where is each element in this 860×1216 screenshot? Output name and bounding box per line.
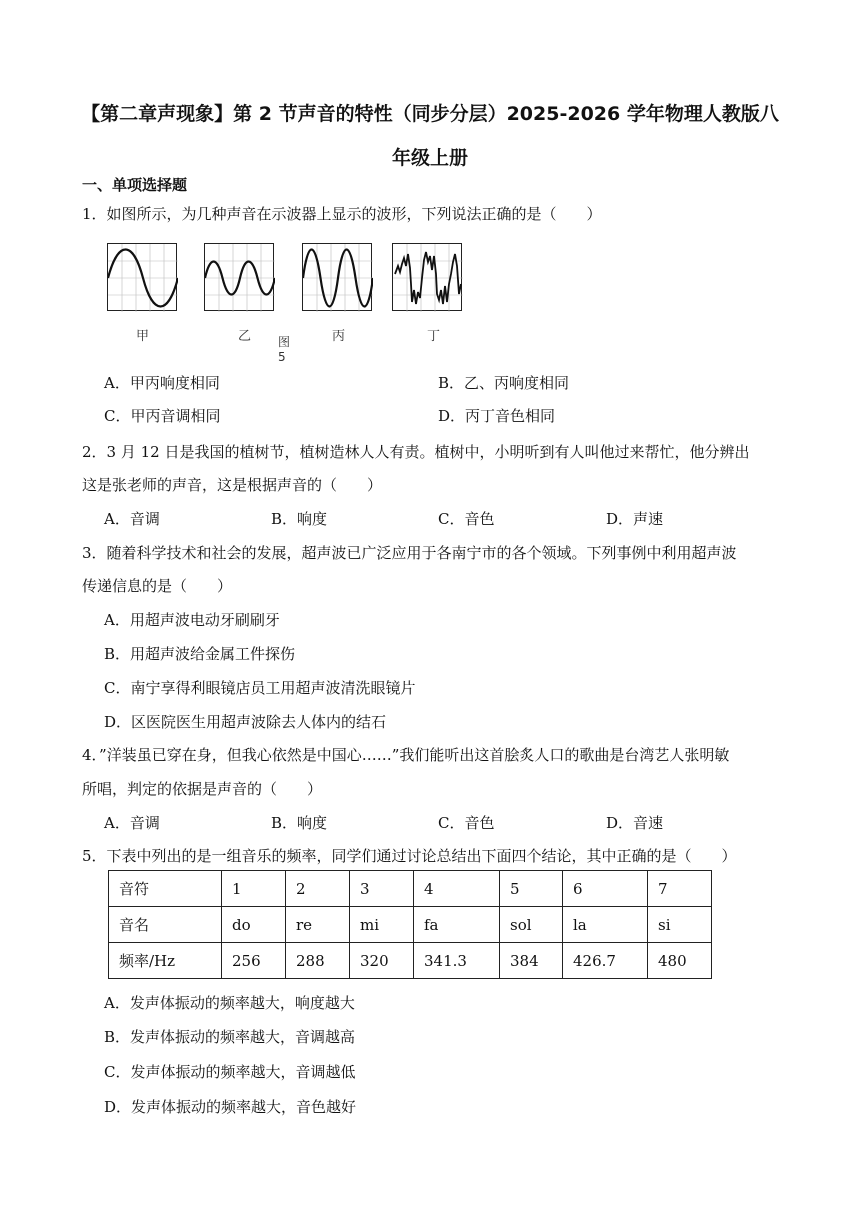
waveform-ding — [392, 243, 462, 311]
table-cell: 2 — [286, 871, 350, 907]
waveform-yi — [204, 243, 274, 311]
q2-stem-line-2: 这是张老师的声音，这是根据声音的（ ） — [82, 476, 383, 494]
waveform-bing — [302, 243, 372, 311]
q2-option-b[interactable]: B．响度 — [271, 510, 328, 528]
section-heading: 一、单项选择题 — [82, 176, 188, 194]
table-cell: sol — [500, 907, 563, 943]
q5-option-b[interactable]: B．发声体振动的频率越大，音调越高 — [104, 1028, 356, 1046]
figure-caption: 图5 — [278, 335, 291, 364]
waveform-label-jia: 甲 — [136, 329, 150, 344]
table-cell: 288 — [286, 943, 350, 979]
q5-option-d[interactable]: D．发声体振动的频率越大，音色越好 — [104, 1098, 357, 1116]
table-cell: do — [222, 907, 286, 943]
page-title — [60, 92, 800, 180]
table-cell: 1 — [222, 871, 286, 907]
q2-option-d[interactable]: D．声速 — [606, 510, 664, 528]
q3-option-a[interactable]: A．用超声波电动牙刷刷牙 — [104, 611, 280, 629]
q3-option-b[interactable]: B．用超声波给金属工件探伤 — [104, 645, 296, 663]
q4-option-c[interactable]: C．音色 — [438, 814, 495, 832]
title-line-2: 年级上册 — [391, 147, 468, 169]
table-cell: 256 — [222, 943, 286, 979]
q2-option-a[interactable]: A．音调 — [104, 510, 160, 528]
table-cell: 6 — [563, 871, 648, 907]
waveform-jia — [107, 243, 177, 311]
table-row — [109, 871, 712, 907]
table-cell: re — [286, 907, 350, 943]
table-row — [109, 943, 712, 979]
table-cell: 音名 — [109, 907, 222, 943]
waveform-label-ding: 丁 — [427, 329, 441, 344]
q4-stem-line-2: 所唱，判定的依据是声音的（ ） — [82, 780, 323, 798]
table-cell: 480 — [648, 943, 712, 979]
waveform-label-yi: 乙 — [238, 329, 252, 344]
table-cell: 频率/Hz — [109, 943, 222, 979]
table-cell: 384 — [500, 943, 563, 979]
q5-option-a[interactable]: A．发声体振动的频率越大，响度越大 — [104, 994, 355, 1012]
q1-stem: 1．如图所示，为几种声音在示波器上显示的波形，下列说法正确的是（ ） — [82, 205, 602, 223]
q5-stem: 5．下表中列出的是一组音乐的频率，同学们通过讨论总结出下面四个结论，其中正确的是（ ） — [82, 847, 737, 865]
table-cell: 4 — [414, 871, 500, 907]
frequency-table — [108, 870, 712, 979]
q3-option-d[interactable]: D．区医院医生用超声波除去人体内的结石 — [104, 713, 387, 731]
table-cell: 341.3 — [414, 943, 500, 979]
table-cell: fa — [414, 907, 500, 943]
q4-option-b[interactable]: B．响度 — [271, 814, 328, 832]
q5-option-c[interactable]: C．发声体振动的频率越大，音调越低 — [104, 1063, 356, 1081]
q2-stem-line-1: 2．3 月 12 日是我国的植树节，植树造林人人有责。植树中，小明听到有人叫他过来帮忙，他分辨出 — [82, 443, 750, 461]
q1-option-a[interactable]: A．甲丙响度相同 — [104, 374, 220, 392]
q4-option-a[interactable]: A．音调 — [104, 814, 160, 832]
table-cell: 音符 — [109, 871, 222, 907]
q3-option-c[interactable]: C．南宁享得利眼镜店员工用超声波清洗眼镜片 — [104, 679, 416, 697]
q3-stem-line-2: 传递信息的是（ ） — [82, 577, 233, 595]
q1-option-d[interactable]: D．丙丁音色相同 — [438, 407, 556, 425]
table-cell: 5 — [500, 871, 563, 907]
q3-stem-line-1: 3．随着科学技术和社会的发展，超声波已广泛应用于各南宁市的各个领域。下列事例中利用超声波 — [82, 544, 737, 562]
waveform-label-bing: 丙 — [332, 329, 346, 344]
q4-stem-line-1: 4．”洋装虽已穿在身，但我心依然是中国心……”我们能听出这首脍炙人口的歌曲是台湾艺人张明敏 — [82, 746, 730, 764]
table-cell: mi — [350, 907, 414, 943]
q2-option-c[interactable]: C．音色 — [438, 510, 495, 528]
q1-option-c[interactable]: C．甲丙音调相同 — [104, 407, 221, 425]
table-cell: la — [563, 907, 648, 943]
table-cell: 7 — [648, 871, 712, 907]
q4-option-d[interactable]: D．音速 — [606, 814, 664, 832]
table-cell: 3 — [350, 871, 414, 907]
table-cell: 320 — [350, 943, 414, 979]
title-line-1: 【第二章声现象】第 2 节声音的特性（同步分层）2025-2026 学年物理人教版八 — [81, 103, 779, 125]
table-cell: 426.7 — [563, 943, 648, 979]
table-row — [109, 907, 712, 943]
table-cell: si — [648, 907, 712, 943]
q1-option-b[interactable]: B．乙、丙响度相同 — [438, 374, 570, 392]
